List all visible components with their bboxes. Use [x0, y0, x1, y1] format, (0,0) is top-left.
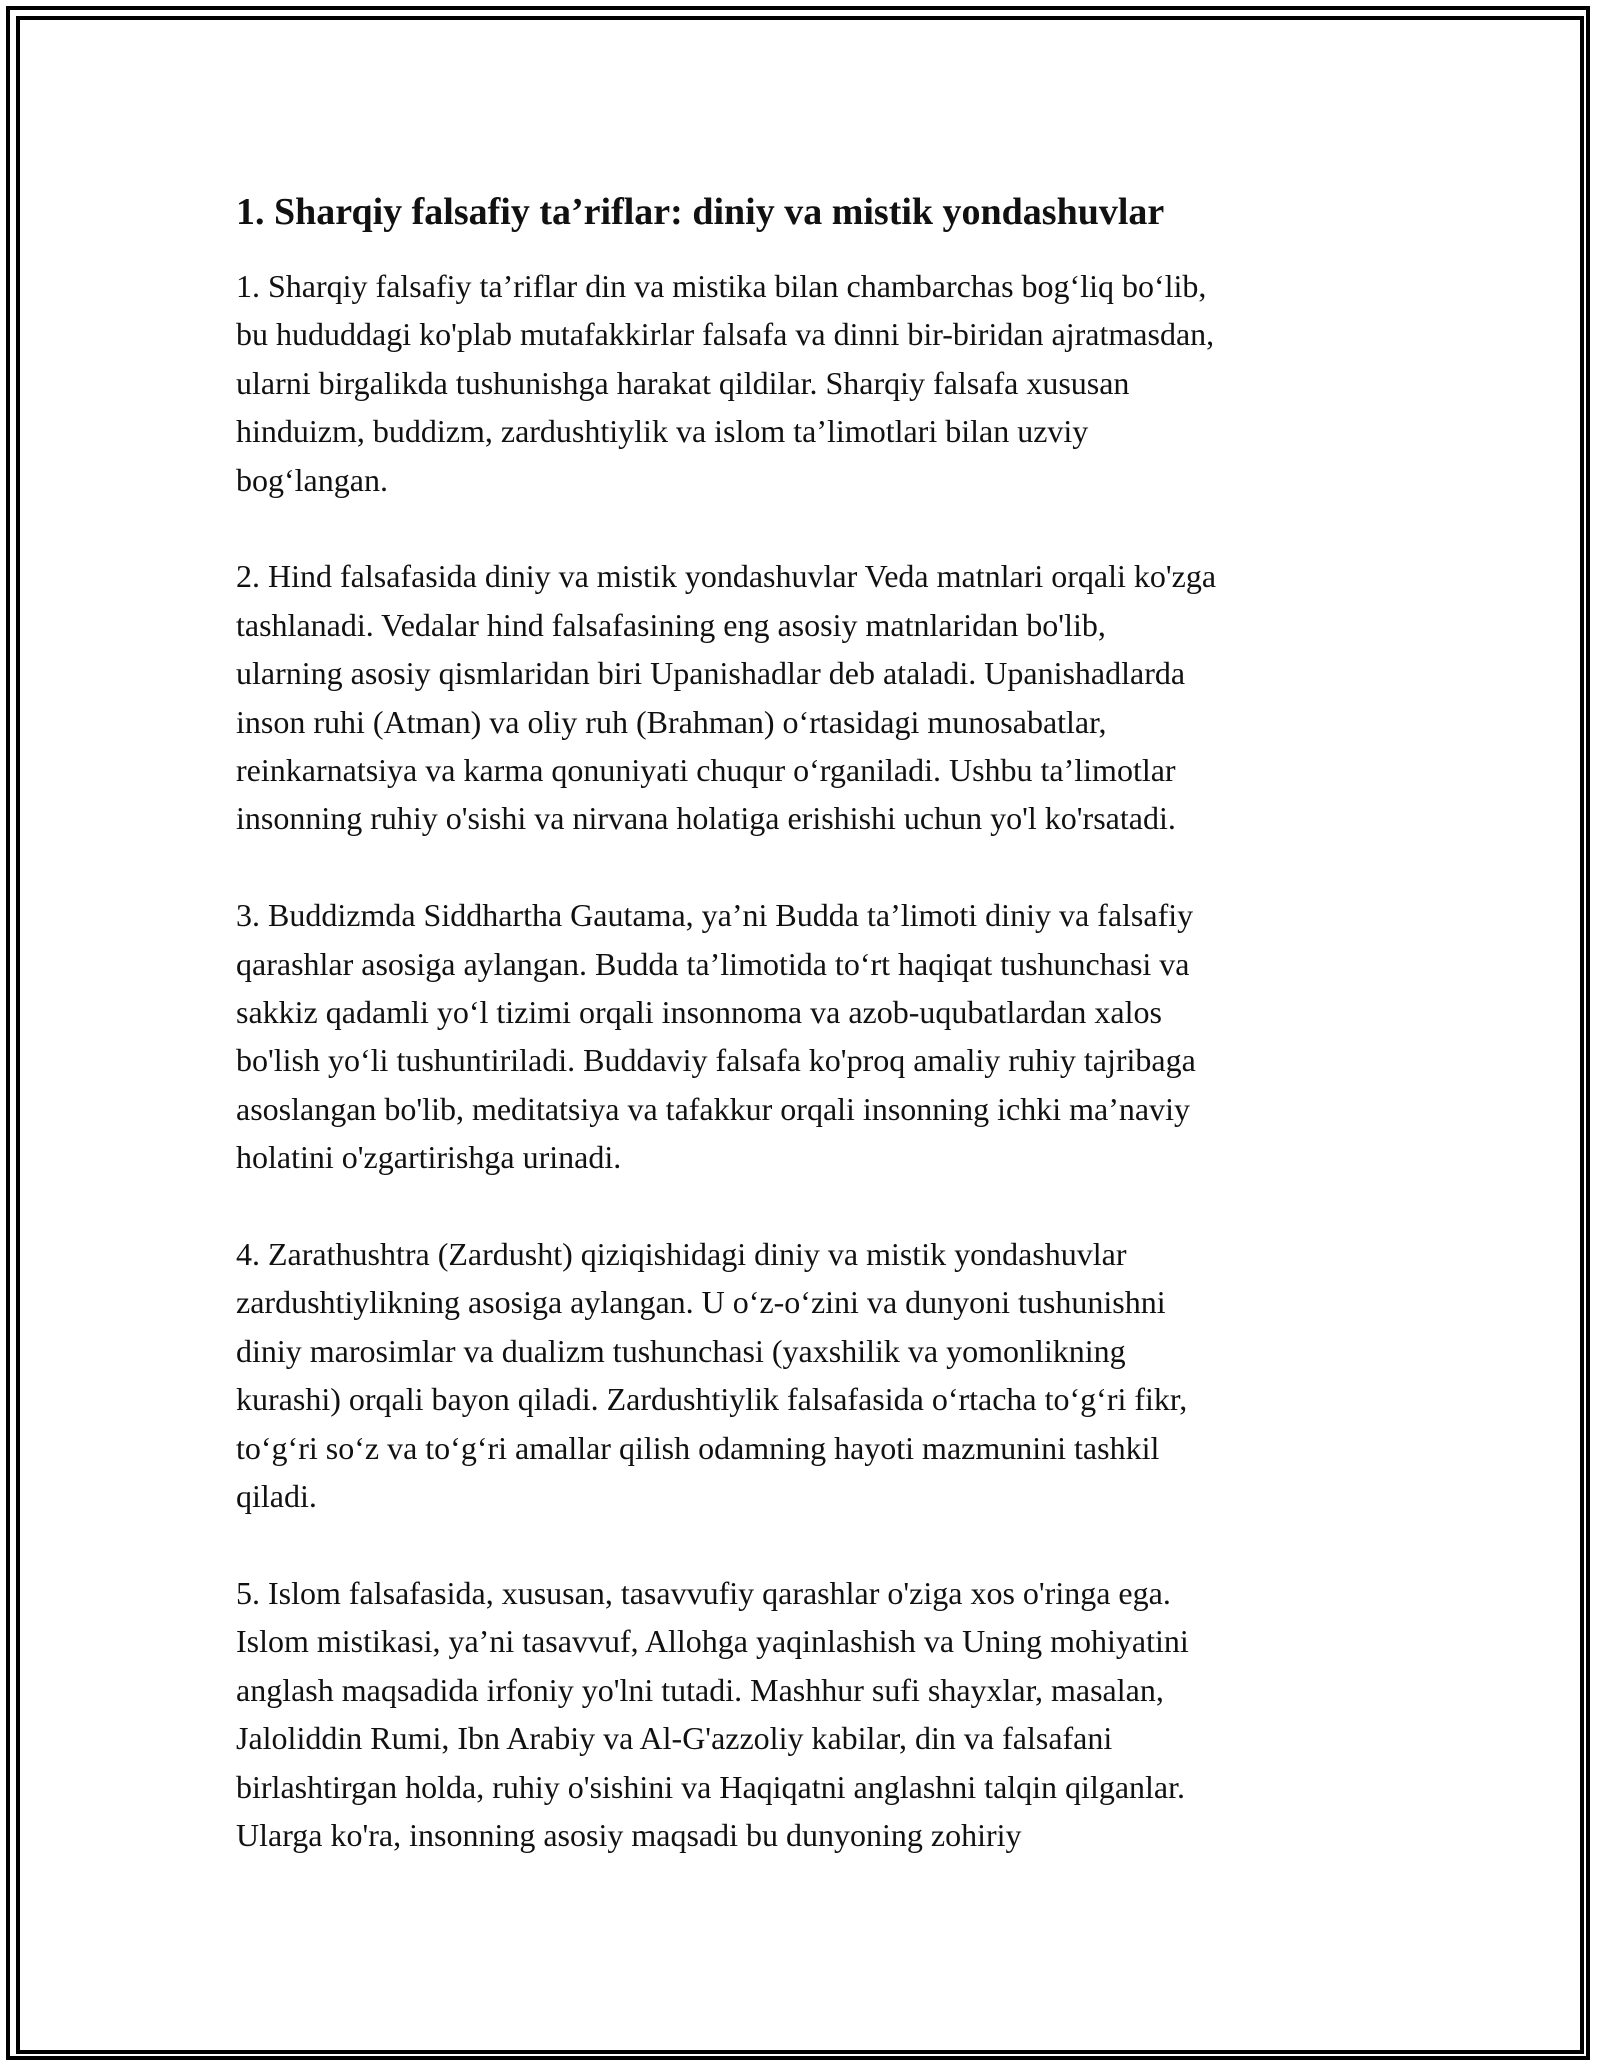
document-title: 1. Sharqiy falsafiy ta’riflar: diniy va mistik yondashuvlar — [236, 191, 1165, 233]
paragraph-line: tashlanadi. Vedalar hind falsafasining eng asosiy matnlaridan bo'lib, — [236, 606, 1106, 643]
paragraph-line: insonning ruhiy o'sishi va nirvana holatiga erishishi uchun yo'l ko'rsatadi. — [236, 800, 1176, 837]
paragraph-line: bog‘langan. — [236, 461, 388, 498]
paragraph-line: 1. Sharqiy falsafiy ta’riflar din va mistika bilan chambarchas bog‘liq bo‘lib, — [236, 268, 1207, 304]
paragraph-3 — [236, 891, 1386, 1181]
paragraph-line: Jaloliddin Rumi, Ibn Arabiy va Al-G'azzoliy kabilar, din va falsafani — [236, 1720, 1113, 1757]
paragraph-line: Islom mistikasi, ya’ni tasavvuf, Allohga yaqinlashish va Uning mohiyatini — [236, 1623, 1189, 1660]
paragraph-line: qiladi. — [236, 1478, 317, 1515]
paragraph-1 — [236, 262, 1386, 504]
document-body — [236, 186, 1386, 1908]
paragraph-line: reinkarnatsiya va karma qonuniyati chuqur o‘rganiladi. Ushbu ta’limotlar — [236, 752, 1176, 789]
paragraph-line: to‘g‘ri so‘z va to‘g‘ri amallar qilish odamning hayoti mazmunini tashkil — [236, 1429, 1160, 1466]
paragraph-line: diniy marosimlar va dualizm tushunchasi (yaxshilik va yomonlikning — [236, 1332, 1126, 1369]
paragraph-line: 3. Buddizmda Siddhartha Gautama, ya’ni Budda ta’limoti diniy va falsafiy — [236, 897, 1194, 934]
paragraph-line: hinduizm, buddizm, zardushtiylik va islom ta’limotlari bilan uzviy — [236, 413, 1089, 450]
paragraph-line: birlashtirgan holda, ruhiy o'sishini va Haqiqatni anglashni talqin qilganlar. — [236, 1768, 1186, 1805]
paragraph-line: 2. Hind falsafasida diniy va mistik yondashuvlar Veda matnlari orqali ko'zga — [236, 558, 1217, 595]
paragraph-line: qarashlar asosiga aylangan. Budda ta’limotida to‘rt haqiqat tushunchasi va — [236, 945, 1190, 982]
paragraph-line: ularni birgalikda tushunishga harakat qildilar. Sharqiy falsafa xususan — [236, 364, 1130, 401]
paragraph-line: sakkiz qadamli yo‘l tizimi orqali insonnoma va azob-uqubatlardan xalos — [236, 994, 1162, 1031]
paragraph-line: bu hududdagi ko'plab mutafakkirlar falsafa va dinni bir-biridan ajratmasdan, — [236, 316, 1215, 353]
paragraph-line: Ularga ko'ra, insonning asosiy maqsadi bu dunyoning zohiriy — [236, 1816, 1022, 1853]
paragraph-line: bo'lish yo‘li tushuntiriladi. Buddaviy falsafa ko'proq amaliy ruhiy tajribaga — [236, 1042, 1196, 1079]
paragraph-line: 5. Islom falsafasida, xususan, tasavvufiy qarashlar o'ziga xos o'ringa ega. — [236, 1574, 1171, 1611]
paragraph-line: kurashi) orqali bayon qiladi. Zardushtiylik falsafasida o‘rtacha to‘g‘ri fikr, — [236, 1381, 1188, 1418]
paragraph-2 — [236, 552, 1386, 842]
paragraph-4 — [236, 1230, 1386, 1520]
paragraph-line: asoslangan bo'lib, meditatsiya va tafakkur orqali insonning ichki ma’naviy — [236, 1090, 1190, 1127]
paragraph-line: anglash maqsadida irfoniy yo'lni tutadi. Mashhur sufi shayxlar, masalan, — [236, 1671, 1164, 1708]
paragraph-5 — [236, 1569, 1386, 1859]
paragraph-line: holatini o'zgartirishga urinadi. — [236, 1139, 622, 1176]
paragraph-line: zardushtiylikning asosiga aylangan. U o‘z-o‘zini va dunyoni tushunishni — [236, 1284, 1166, 1321]
paragraph-line: 4. Zarathushtra (Zardusht) qiziqishidagi diniy va mistik yondashuvlar — [236, 1236, 1127, 1273]
paragraph-line: ularning asosiy qismlaridan biri Upanishadlar deb ataladi. Upanishadlarda — [236, 655, 1186, 692]
paragraph-line: inson ruhi (Atman) va oliy ruh (Brahman) o‘rtasidagi munosabatlar, — [236, 703, 1107, 740]
